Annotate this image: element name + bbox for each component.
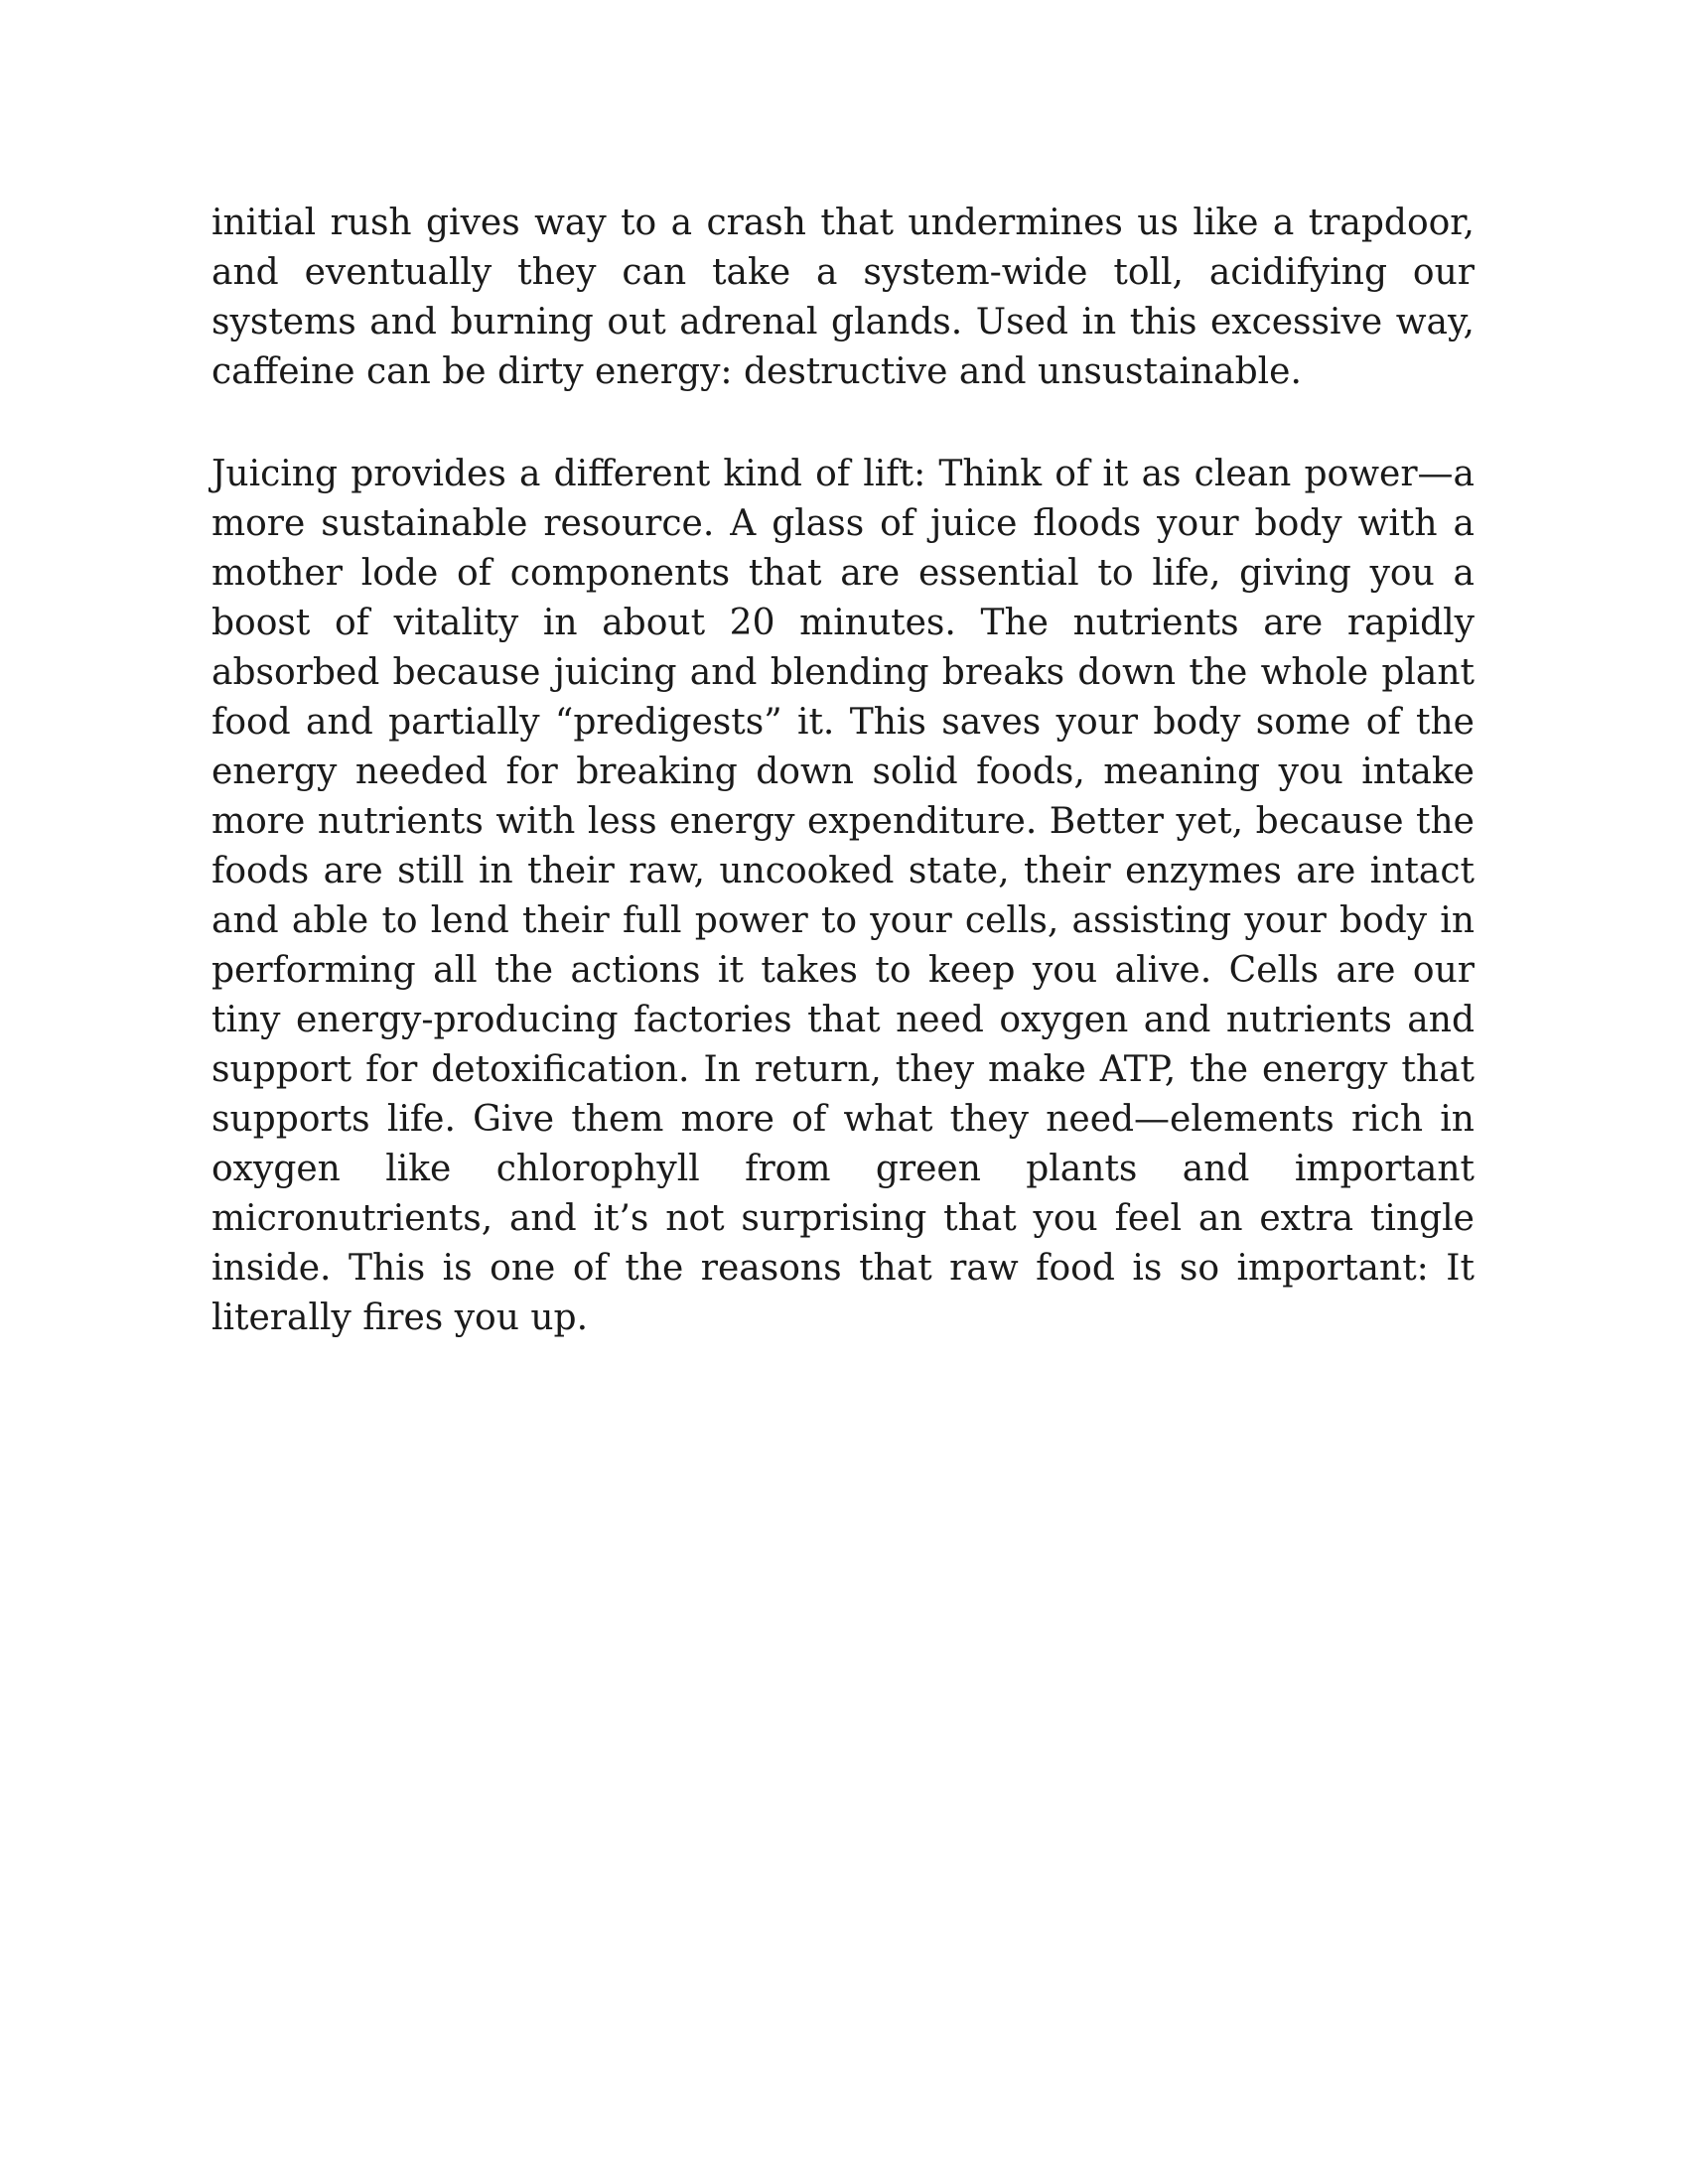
body-text bbox=[211, 199, 1475, 1343]
paragraph-caffeine-crash: initial rush gives way to a crash that undermines us like a trapdoor, and eventually they can take a system-wide toll, acidifying our systems and burning out adrenal glands. Used in this excessive way, caffeine can be dirty energy: destructive and unsustainable. bbox=[211, 203, 1475, 392]
paragraph-juicing-clean-power: Juicing provides a different kind of lift: Think of it as clean power—a more sustainable resource. A glass of juice floods your body with a mother lode of components that are essential to life, giving you a boost of vitality in about 20 minutes. The nutrients are rapidly absorbed because juicing and blending breaks down the whole plant food and partially “predigests” it. This saves your body some of the energy needed for breaking down solid foods, meaning you intake more nutrients with less energy expenditure. Better yet, because the foods are still in their raw, uncooked state, their enzymes are intact and able to lend their full power to your cells, assisting your body in performing all the actions it takes to keep you alive. Cells are our tiny energy-producing factories that need oxygen and nutrients and support for detoxification. In return, they make ATP, the energy that supports life. Give them more of what they need—elements rich in oxygen like chlorophyll from green plants and important micronutrients, and it’s not surprising that you feel an extra tingle inside. This is one of the reasons that raw food is so important: It literally fires you up. bbox=[211, 454, 1475, 1338]
